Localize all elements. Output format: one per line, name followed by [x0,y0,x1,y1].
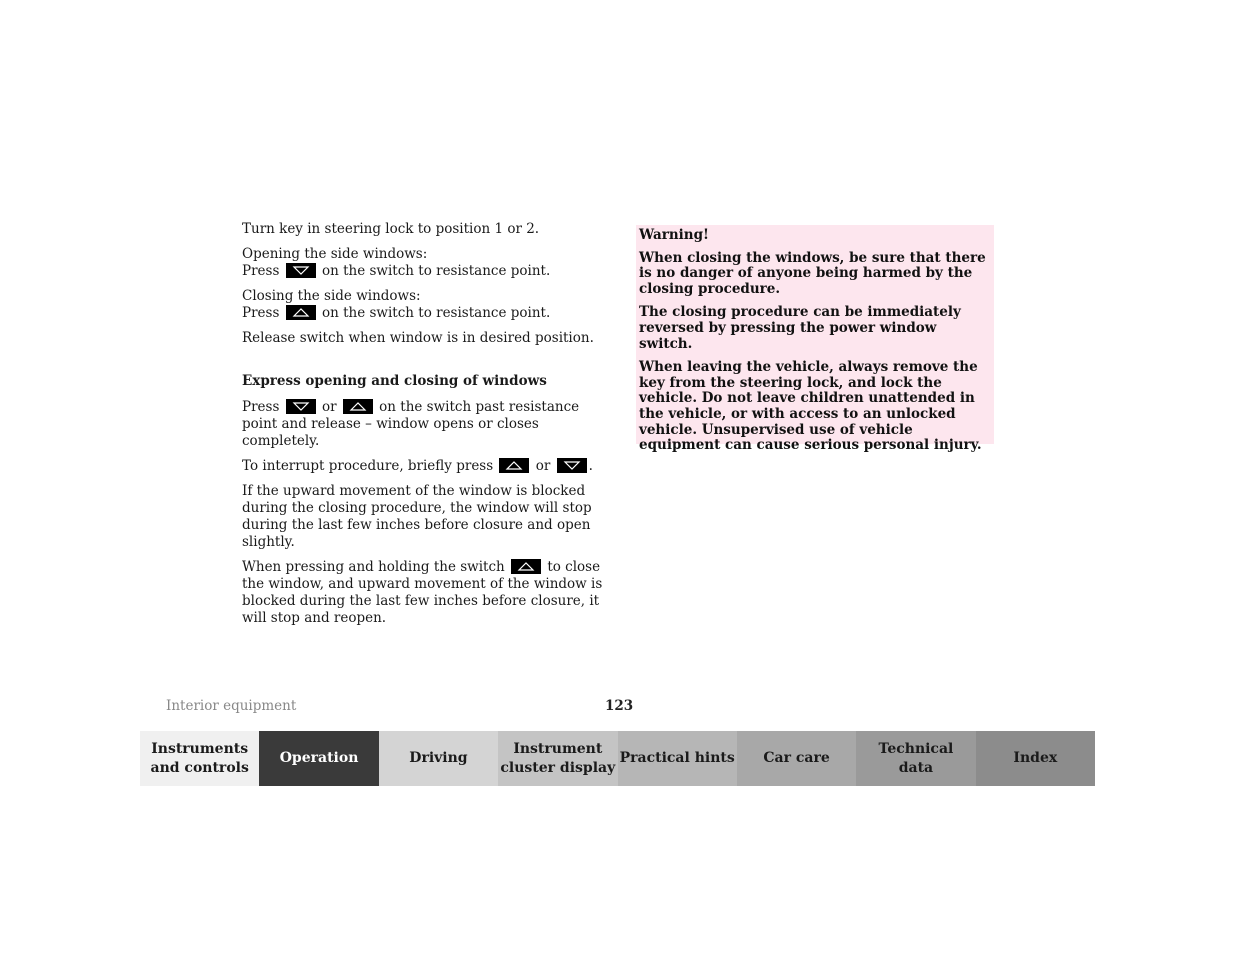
window-up-switch-icon [511,559,541,574]
tab-instrument-cluster-display[interactable]: Instrument cluster display [498,731,617,786]
page-number: 123 [605,698,634,714]
tab-practical-hints[interactable]: Practical hints [618,731,737,786]
tab-car-care[interactable]: Car care [737,731,856,786]
warning-text-3: When leaving the vehicle, always remove the key from the steering lock, and lock the vehicle. Do not leave children unattended in the vehicle, or with access to an unlocked vehicle. Unsupervised use of vehicle equipment can cause serious personal injury. [639,359,982,454]
opening-instructions: Opening the side windows: Press on the switch to resistance point. [242,246,551,279]
closing-instructions: Closing the side windows: Press on the switch to resistance point. [242,288,551,321]
window-up-switch-icon [499,458,529,473]
opening-label: Opening the side windows: [242,246,428,262]
interrupt-instruction: To interrupt procedure, briefly press or . [242,458,593,474]
closing-label: Closing the side windows: [242,288,421,304]
warning-box [636,225,994,454]
release-instruction: Release switch when window is in desired position. [242,330,594,346]
tab-driving[interactable]: Driving [379,731,498,786]
window-down-switch-icon [286,399,316,414]
tab-index[interactable]: Index [976,731,1095,786]
warning-title: Warning! [639,227,709,243]
blocked-info: If the upward movement of the window is blocked during the closing procedure, the window will stop during the last few inches before closure and open slightly. [242,483,592,550]
window-up-switch-icon [343,399,373,414]
instructions-column [242,221,604,635]
step-turn-key: Turn key in steering lock to position 1 or 2. [242,221,540,237]
window-down-switch-icon [286,263,316,278]
tab-technical-data[interactable]: Technical data [856,731,975,786]
section-name: Interior equipment [166,698,297,714]
express-heading: Express opening and closing of windows [242,373,547,389]
tab-operation[interactable]: Operation [259,731,378,786]
window-up-switch-icon [286,305,316,320]
tab-instruments-and-controls[interactable]: Instruments and controls [140,731,259,786]
holding-info: When pressing and holding the switch to close the window, and upward movement of the window is blocked during the last few inches before closure, it will stop and reopen. [242,559,603,626]
express-instructions: Press or on the switch past resistance point and release – window opens or closes completely. [242,399,580,449]
warning-text-2: The closing procedure can be immediately reversed by pressing the power window switch. [639,304,961,352]
warning-text-1: When closing the windows, be sure that there is no danger of anyone being harmed by the closing procedure. [639,249,986,297]
chapter-tabs [140,731,1095,786]
window-down-switch-icon [557,458,587,473]
